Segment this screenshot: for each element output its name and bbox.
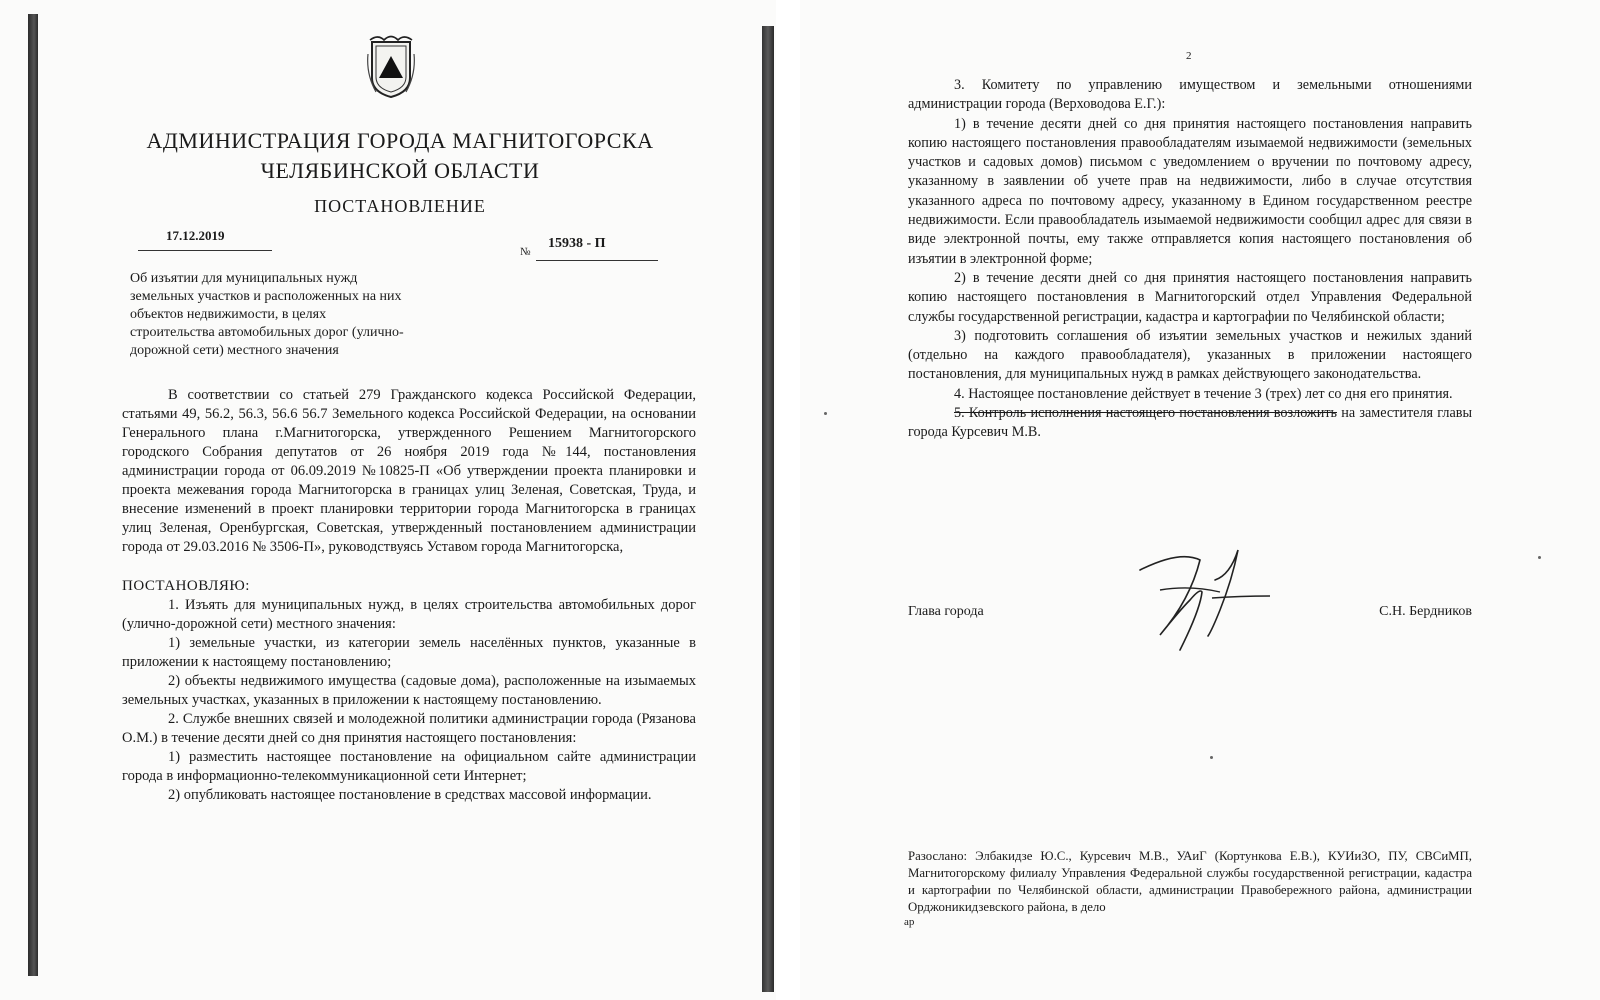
clause-paragraph: 4. Настоящее постановление действует в течение 3 (трех) лет со дня его принятия. (954, 385, 1453, 402)
document-number: 15938 - П (548, 236, 606, 251)
signatory-name: С.Н. Бердников (1379, 604, 1472, 619)
clause-paragraph: 2. Службе внешних связей и молодежной политики администрации города (Рязанова О.М.) в течение десяти дней со дня принятия настоящего постановления: (122, 711, 696, 746)
clause-paragraph: 2) опубликовать настоящее постановление в средствах массовой информации. (168, 787, 652, 803)
preamble-paragraph: В соответствии со статьей 279 Гражданского кодекса Российской Федерации, статьями 49, 56.2, 56.3, 56.6 56.7 Земельного кодекса Российской Федерации, на основании Генерального плана г.Магнитогорска, утвержденного Решением Магнитогорского городского Собрания депутатов от 26 ноября 2019 года №144, постановления администрации города от 06.09.2019 №10825-П «Об утверждении проекта планировки и проекта межевания города Магнитогорска в границах улиц Зеленая, Советская, Труда, и внесение изменений в проект планировки территории города Магнитогорска в границах улиц Зеленая, Оренбургская, Советская, утвержденный постановлением администрации города от 29.03.2016 № 3506-П», руководствуясь Уставом города Магнитогорска, (122, 387, 696, 555)
coat-of-arms-emblem (366, 34, 416, 100)
organization-name: АДМИНИСТРАЦИЯ ГОРОДА МАГНИТОГОРСКА (146, 128, 654, 153)
scan-edge-shadow (762, 26, 774, 992)
signatory-title: Глава города (908, 604, 984, 619)
executor-mark: ар (904, 916, 915, 928)
clause-paragraph: 1) в течение десяти дней со дня принятия настоящего постановления направить копию настоящего постановления правообладателям изымаемой недвижимости (земельных участков и садовых домов) письмом с уведомлением о вручении по почтовому адресу, указанному в заявлении об учете прав на недвижимости, либо в случае отсутствия указанного адреса по почтовому адресу, указанному в Едином государственном реестре недвижимости. Если правообладатель изымаемой недвижимости сообщил адрес для связи в виде электронной почты, ему также отправляется копия настоящего постановления об изъятии в электронной форме; (908, 115, 1472, 267)
subject-line: Об изъятии для муниципальных нужд (130, 271, 358, 286)
subject-line: дорожной сети) местного значения (130, 343, 339, 358)
signature-block (908, 600, 1472, 630)
distribution-list (908, 848, 1472, 916)
subject-line: объектов недвижимости, в целях (130, 307, 327, 322)
page-gap (776, 0, 800, 1000)
clause-paragraph: 2) в течение десяти дней со дня принятия настоящего постановления направить копию настоящего постановления в Магнитогорский отдел Управления Федеральной службы государственной регистрации, кадастра и картографии по Челябинской области; (908, 269, 1472, 325)
number-prefix: № (520, 246, 531, 258)
decree-heading: ПОСТАНОВЛЯЮ: (122, 578, 250, 594)
clause-paragraph: 3. Комитету по управлению имуществом и земельными отношениями администрации города (Верховодова Е.Г.): (908, 77, 1472, 113)
scan-speck (824, 412, 827, 415)
struck-text: 5. Контроль исполнения настоящего постановления возложить (954, 405, 1337, 422)
document-body-left (122, 386, 696, 805)
scan-edge-shadow (28, 14, 38, 976)
document-body-right (908, 76, 1472, 443)
clause-paragraph: 1) земельные участки, из категории земель населённых пунктов, указанные в приложении к настоящему постановлению; (122, 635, 696, 670)
clause-paragraph-control (908, 404, 1472, 443)
scan-speck (1210, 756, 1213, 759)
number-underline (536, 260, 658, 261)
document-subject (130, 270, 470, 360)
page-left (0, 0, 776, 1000)
subject-line: земельных участков и расположенных на них (130, 289, 402, 304)
clause-paragraph: 1) разместить настоящее постановление на официальном сайте администрации города в информационно-телекоммуникационной сети Интернет; (122, 749, 696, 784)
document-type: ПОСТАНОВЛЕНИЕ (314, 196, 486, 216)
page-number: 2 (1186, 50, 1192, 62)
clause-paragraph: 2) объекты недвижимого имущества (садовые дома), расположенные на изымаемых земельных участках, указанных в приложении к настоящему постановлению. (122, 673, 696, 708)
scan-speck (1538, 556, 1541, 559)
date-underline (138, 250, 272, 251)
distribution-text: Разослано: Элбакидзе Ю.С., Курсевич М.В., УАиГ (Кортункова Е.В.), КУИиЗО, ПУ, СВСиМП, Магнитогорскому филиалу Управления Федеральной службы государственной регистрации, кадастра и картографии по Челябинской области, администрации Правобережного района, администрации Орджоникидзевского района, в дело (908, 849, 1472, 914)
clause-paragraph: 1. Изъять для муниципальных нужд, в целях строительства автомобильных дорог (улично-дорожной сети) местного значения: (122, 597, 696, 632)
subject-line: строительства автомобильных дорог (улично- (130, 325, 404, 340)
document-date: 17.12.2019 (166, 228, 225, 243)
organization-region: ЧЕЛЯБИНСКОЙ ОБЛАСТИ (260, 158, 540, 183)
clause-text: на заместителя главы города Курсевич М.В. (908, 405, 1472, 441)
clause-paragraph: 3) подготовить соглашения об изъятии земельных участков и нежилых зданий (отдельно на каждого правообладателя), указанных в приложении настоящего постановления, для муниципальных нужд в рамках действующего законодательства. (908, 327, 1472, 383)
